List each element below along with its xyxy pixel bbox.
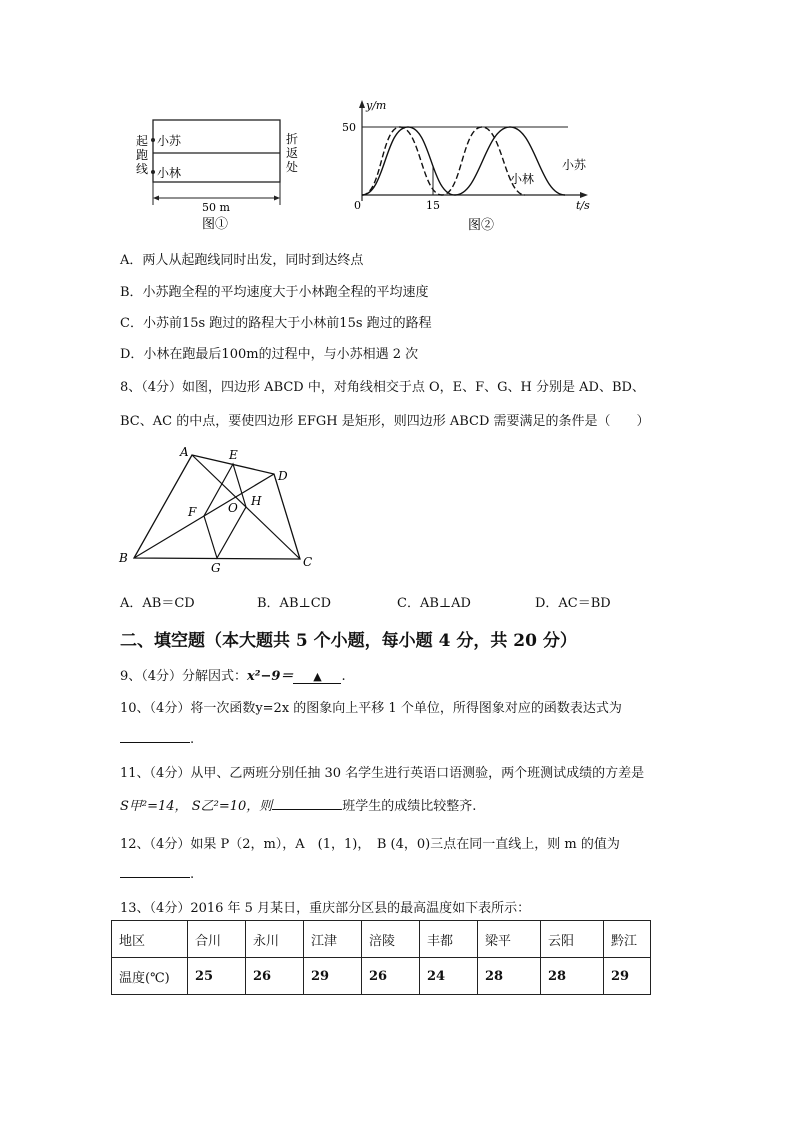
q9-prefix: 9、（4分）分解因式：: [120, 669, 248, 684]
table-cell: 28: [541, 958, 604, 995]
q8-line-1: 8、（4分）如图，四边形 ABCD 中，对角线相交于点 O，E、F、G、H 分别是 AD、BD、: [120, 380, 645, 395]
q8-choice-b: B．AB⊥CD: [257, 596, 332, 611]
q9: [120, 665, 346, 684]
distance-label: 50 m: [202, 201, 230, 214]
table-cell: 29: [604, 958, 651, 995]
table-cell: 温度(℃): [112, 958, 188, 995]
runner-lin-label: 小林: [157, 166, 182, 180]
q8-choice-d: D．AC＝BD: [535, 596, 611, 611]
curve-lin: [362, 127, 525, 195]
table-cell: 28: [478, 958, 541, 995]
label-c: C: [303, 555, 313, 569]
turn-point-char-3: 处: [286, 160, 299, 174]
temperature-table: [111, 920, 651, 995]
table-row-temperature: [112, 958, 651, 995]
runner-su-dot: [151, 138, 155, 142]
q9-marker: ▲: [313, 670, 322, 683]
table-cell: 29: [304, 958, 362, 995]
q11-line-2: [120, 795, 476, 814]
section-2-title: 二、填空题（本大题共 5 个小题，每小题 4 分，共 20 分）: [120, 631, 577, 651]
table-cell: 26: [246, 958, 304, 995]
q8-choice-c: C．AB⊥AD: [397, 596, 471, 611]
table-cell: 26: [362, 958, 420, 995]
q8-line-2: BC、AC 的中点，要使四边形 EFGH 是矩形，则四边形 ABCD 需要满足的条件是（ ）: [120, 414, 650, 429]
q7-option-c: C．小苏前15s 跑过的路程大于小林前15s 跑过的路程: [120, 316, 432, 331]
turn-point-char-1: 折: [286, 132, 299, 146]
label-e: E: [229, 448, 238, 462]
table-cell: 黔江: [604, 921, 651, 958]
table-cell: 25: [188, 958, 246, 995]
table-cell: 永川: [246, 921, 304, 958]
y-axis-label: y/m: [366, 99, 387, 112]
start-line-char-3: 线: [136, 162, 149, 176]
table-cell: 24: [420, 958, 478, 995]
curve-lin-label: 小林: [510, 172, 535, 186]
q12-line-2: [120, 865, 194, 882]
table-cell: 丰都: [420, 921, 478, 958]
figure-quadrilateral: [110, 440, 330, 580]
q11-variance-yi: S乙²=10，则: [191, 799, 273, 814]
q9-expression: x²−9＝: [247, 669, 294, 684]
q13-line-1: 13、（4分）2016 年 5 月某日，重庆部分区县的最高温度如下表所示：: [120, 901, 531, 916]
x-axis-label: t/s: [576, 199, 590, 212]
turn-point-char-2: 返: [286, 146, 299, 160]
figure-graph: [340, 97, 600, 237]
runner-lin-dot: [151, 170, 155, 174]
label-a: A: [180, 445, 189, 459]
q10-suffix: .: [190, 732, 195, 747]
q12-answer-blank: [120, 865, 190, 878]
q12-suffix: .: [190, 867, 195, 882]
q7-option-b: B．小苏跑全程的平均速度大于小林跑全程的平均速度: [120, 285, 429, 300]
q11-suffix: 班学生的成绩比较整齐.: [342, 799, 477, 814]
x-tick-15: 15: [426, 199, 440, 212]
start-line-char-1: 起: [136, 134, 149, 148]
q7-option-d: D．小林在跑最后100m的过程中，与小苏相遇 2 次: [120, 347, 419, 362]
figure2-caption: 图②: [468, 218, 495, 233]
label-h: H: [251, 494, 262, 508]
q9-suffix: .: [341, 669, 346, 684]
q11-answer-blank: [272, 797, 342, 810]
q7-option-a: A．两人从起跑线同时出发，同时到达终点: [120, 253, 364, 268]
y-tick-50: 50: [342, 121, 356, 134]
label-f: F: [188, 505, 197, 519]
table-row-region: [112, 921, 651, 958]
curve-su-label: 小苏: [562, 158, 587, 172]
q11-line-1: 11、（4分）从甲、乙两班分别任抽 30 名学生进行英语口语测验，两个班测试成绩的方差是: [120, 766, 645, 781]
start-line-char-2: 跑: [136, 148, 149, 162]
q8-choice-a: A．AB＝CD: [120, 596, 195, 611]
figure-track: [130, 110, 310, 235]
q11-variance-jia: S甲²=14，: [120, 799, 188, 814]
q9-answer-blank: [293, 670, 341, 684]
q10-line-2: [120, 730, 194, 747]
q10-line-1: 10、（4分）将一次函数y=2x 的图象向上平移 1 个单位，所得图象对应的函数表达式为: [120, 701, 622, 716]
label-d: D: [278, 469, 288, 483]
table-cell: 地区: [112, 921, 188, 958]
figure1-caption: 图①: [202, 217, 229, 232]
runner-su-label: 小苏: [157, 134, 182, 148]
table-cell: 云阳: [541, 921, 604, 958]
q12-line-1: 12、（4分）如果 P（2，m），A (1，1)， B (4，0)三点在同一直线上，则 m 的值为: [120, 837, 620, 852]
table-cell: 梁平: [478, 921, 541, 958]
curve-su: [362, 127, 565, 195]
q10-answer-blank: [120, 730, 190, 743]
label-b: B: [119, 551, 128, 565]
origin-label: 0: [354, 199, 361, 212]
table-cell: 合川: [188, 921, 246, 958]
table-cell: 涪陵: [362, 921, 420, 958]
label-o: O: [228, 501, 238, 515]
quad-efgh: [204, 464, 246, 558]
table-cell: 江津: [304, 921, 362, 958]
label-g: G: [211, 561, 221, 575]
